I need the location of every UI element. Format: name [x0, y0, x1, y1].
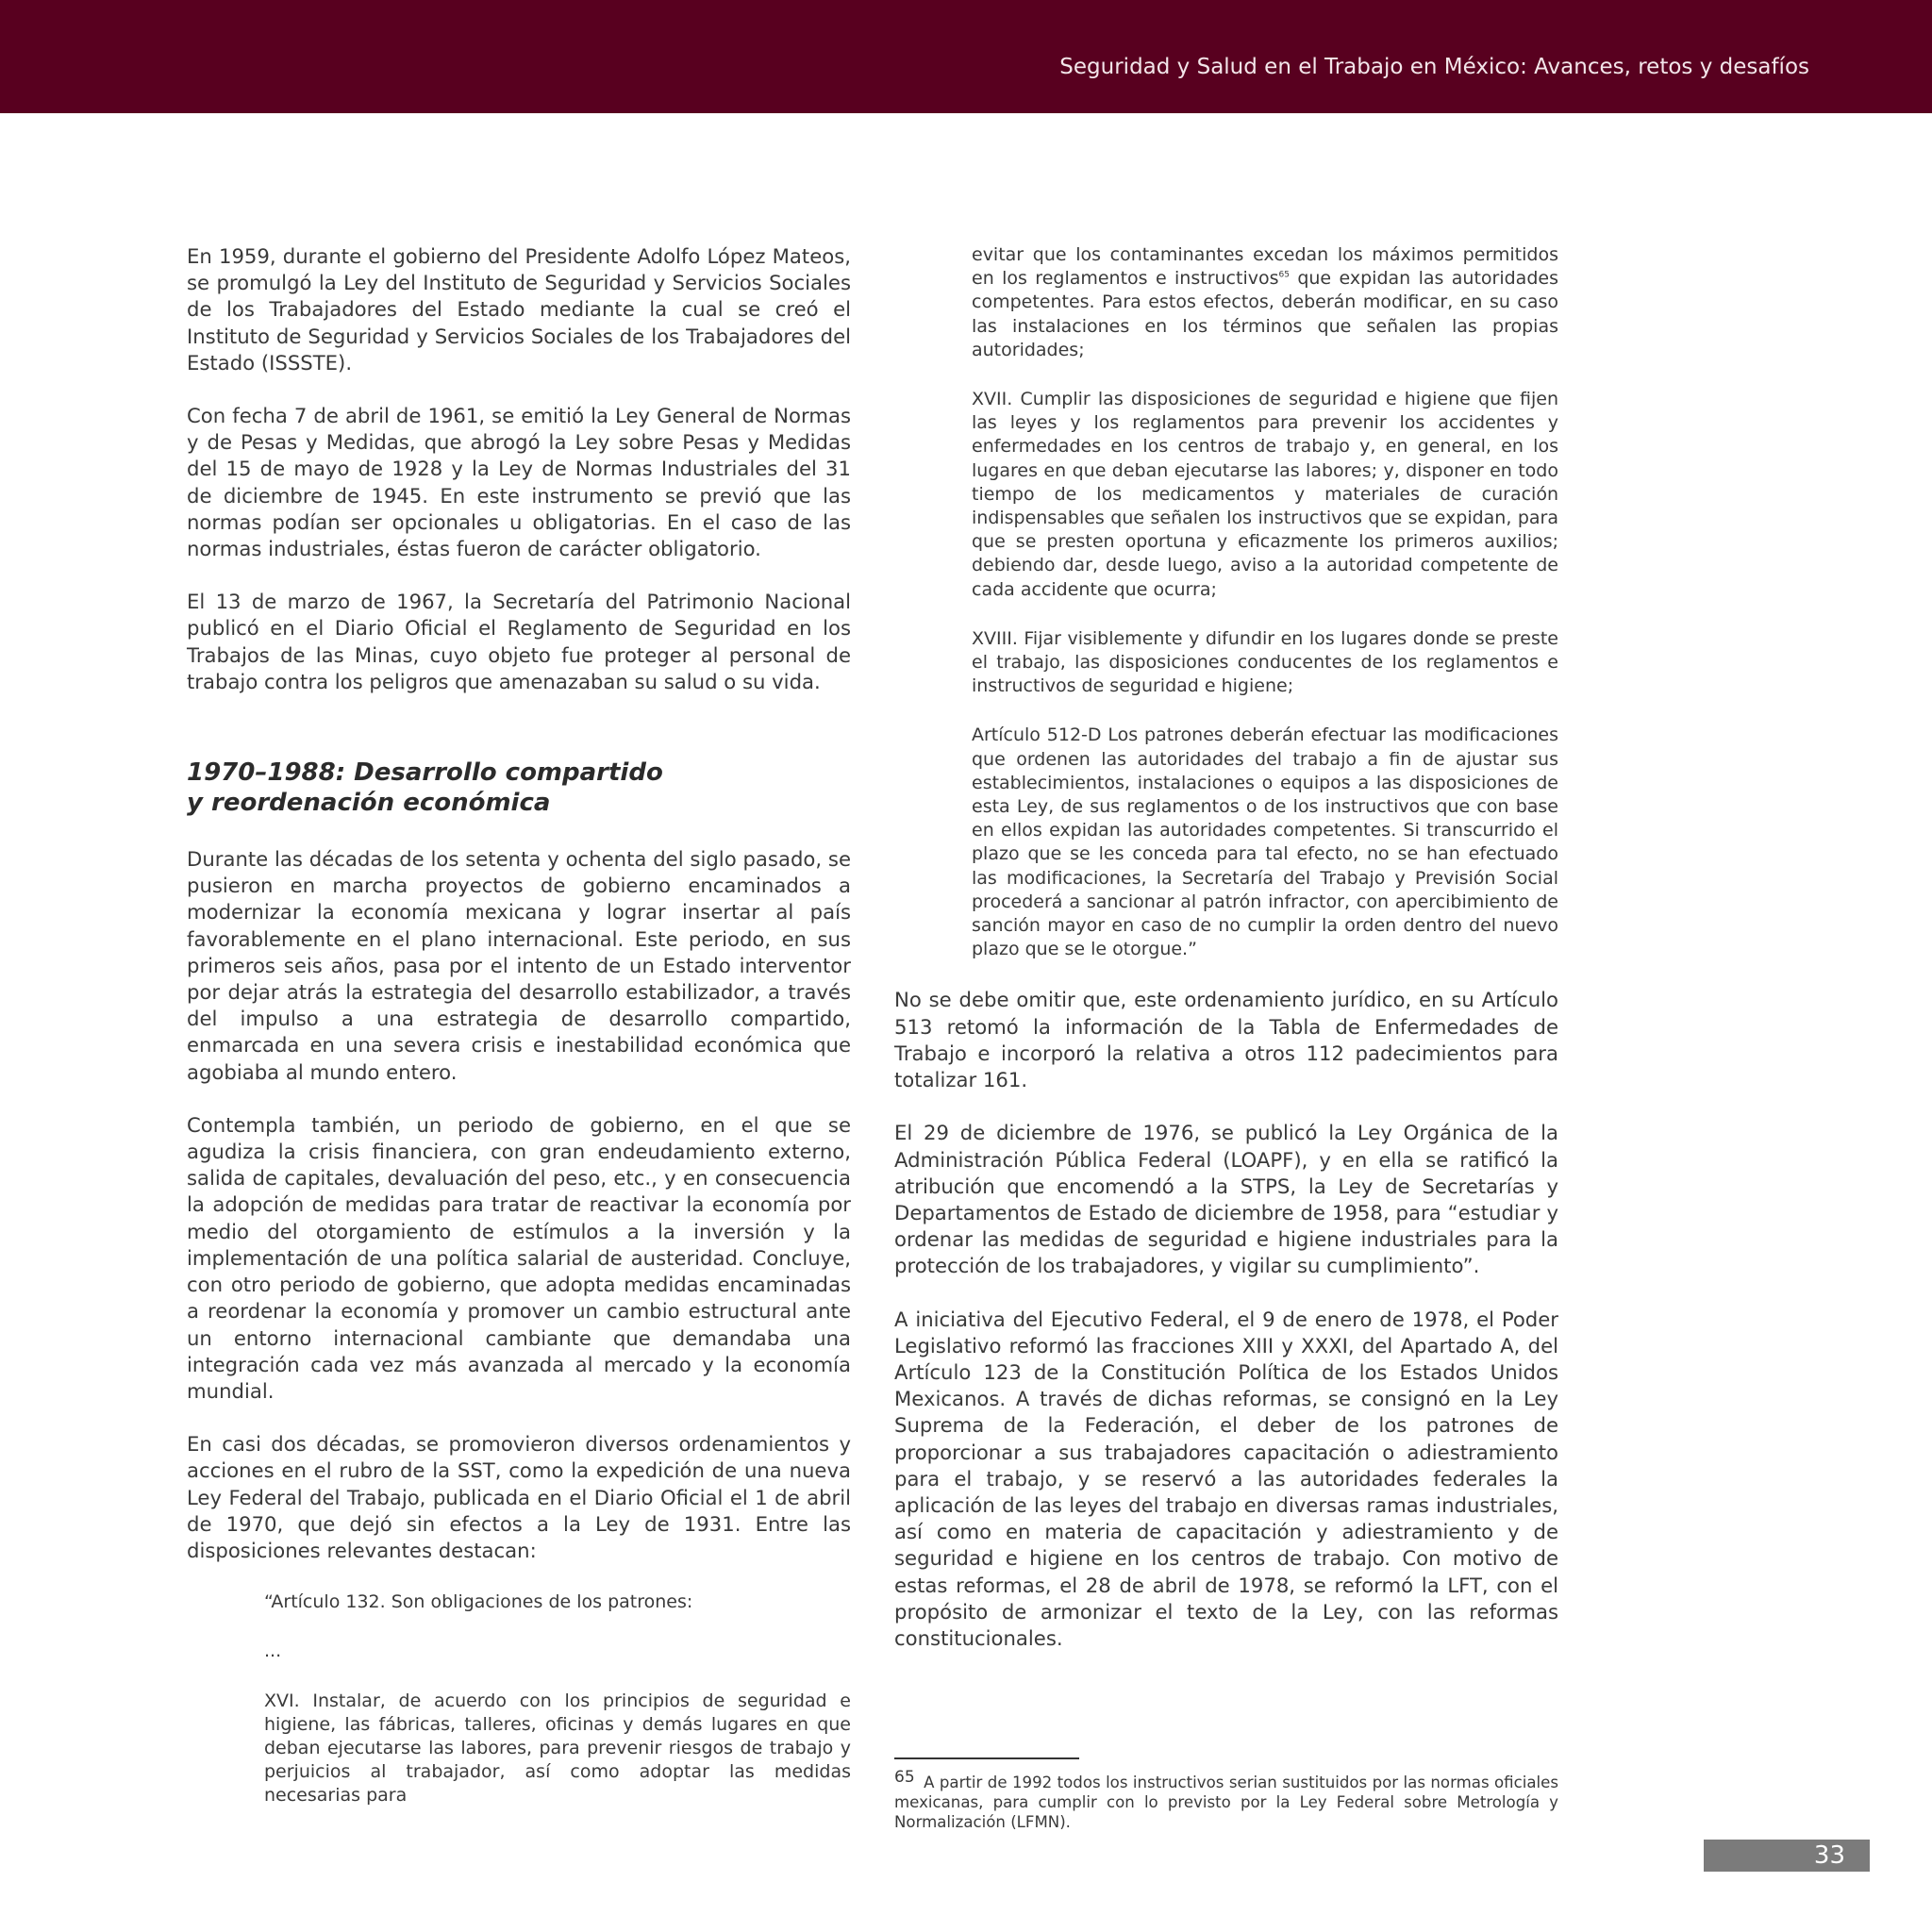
quote-text-after-ref: que expidan las autoridades competentes. Para estos efectos, deberán modificar, en su caso las instalaciones en los términos que señalen las propias autoridades;: [972, 268, 1558, 360]
footnote-number: 65: [894, 1767, 915, 1787]
paragraph-contempla: Contempla también, un periodo de gobierno, en el que se agudiza la crisis financiera, con gran endeudamiento externo, salida de capitales, devaluación del peso, etc., y en consecuencia la adopción de medidas para tratar de reactivar la economía por medio del otorgamiento de estímulos a la inversión y la implementación de una política salarial de austeridad. Concluye, con otro periodo de gobierno, que adopta medidas encaminadas a reordenar la economía y promover un cambio estructural ante un entorno internacional cambiante que demandaba una integración cada vez más avanzada al mercado y la economía mundial.: [187, 1112, 851, 1403]
header-band: [0, 0, 1932, 113]
paragraph-loapf: El 29 de diciembre de 1976, se publicó la Ley Orgánica de la Administración Pública Federal (LOAPF), y en ella se ratificó la atribución que encomendó a la STPS, la Ley de Secretarías y Departamentos de Estado de diciembre de 1958, para “estudiar y ordenar las medidas de seguridad e higiene industriales para la protección de los trabajadores, y vigilar su cumplimiento”.: [894, 1121, 1558, 1278]
quote-fraccion-xvi-cont: [972, 243, 1558, 362]
paragraph-ley-normas: Con fecha 7 de abril de 1961, se emitió la Ley General de Normas y de Pesas y Medidas, que abrogó la Ley sobre Pesas y Medidas del 15 de mayo de 1928 y la Ley de Normas Industriales del 31 de diciembre de 1945. En este instrumento se previó que las normas podían ser opcionales u obligatorias. En el caso de las normas industriales, éstas fueron de carácter obligatorio.: [187, 404, 851, 561]
quote-fraccion-xvii: XVII. Cumplir las disposiciones de seguridad e higiene que fijen las leyes y los reglamentos para prevenir los accidentes y enfermedades en los centros de trabajo y, en general, en los lugares en que deban ejecutarse las labores; y, disponer en todo tiempo de los medicamentos y materiales de curación indispensables que señalen los instructivos que se expidan, para que se presten oportuna y eficazmente los primeros auxilios; debiendo dar, desde luego, aviso a la autoridad competente de cada accidente que ocurra;: [972, 389, 1558, 600]
quote-fraccion-xviii: XVIII. Fijar visiblemente y difundir en los lugares donde se preste el trabajo, las disposiciones conducentes de los reglamentos e instructivos de seguridad e higiene;: [972, 627, 1558, 697]
running-title: Seguridad y Salud en el Trabajo en México: Avances, retos y desafíos: [1059, 55, 1809, 79]
page-number: 33: [1813, 1841, 1845, 1870]
section-heading-line2: y reordenación económica: [187, 789, 551, 818]
paragraph-reglamento-minas: El 13 de marzo de 1967, la Secretaría del Patrimonio Nacional publicó en el Diario Oficial el Reglamento de Seguridad en los Trabajos de las Minas, cuyo objeto fue proteger al personal de trabajo contra los peligros que amenazaban su salud o su vida.: [187, 590, 851, 693]
section-heading-line1: 1970–1988: Desarrollo compartido: [187, 758, 663, 788]
section-heading: [187, 758, 851, 818]
right-column: [894, 243, 1558, 1832]
quote-articulo-132: “Artículo 132. Son obligaciones de los patrones:: [264, 1591, 693, 1613]
footnote-reference[interactable]: 65: [1278, 270, 1290, 280]
footnote-text: A partir de 1992 todos los instructivos serian sustituidos por las normas oficiales mexicanas, para cumplir con lo previsto por la Ley Federal sobre Metrología y Normalización (LFMN).: [894, 1774, 1558, 1832]
footnote-divider: [894, 1757, 1079, 1759]
quote-articulo-512d: Artículo 512-D Los patrones deberán efectuar las modificaciones que ordenen las autoridades del trabajo a fin de ajustar sus establecimientos, instalaciones o equipos a las disposiciones de esta Ley, de sus reglamentos o de los instructivos que con base en ellos expidan las autoridades competentes. Si transcurrido el plazo que se les conceda para tal efecto, no se han efectuado las modificaciones, la Secretaría del Trabajo y Previsión Social procederá a sancionar al patrón infractor, con apercibimiento de sanción mayor en caso de no cumplir la orden dentro del nuevo plazo que se le otorgue.”: [972, 724, 1558, 960]
paragraph-articulo-513: No se debe omitir que, este ordenamiento jurídico, en su Artículo 513 retomó la información de la Tabla de Enfermedades de Trabajo e incorporó la relativa a otros 112 padecimientos para totalizar 161.: [894, 988, 1558, 1092]
quote-fraccion-xvi: XVI. Instalar, de acuerdo con los principios de seguridad e higiene, las fábricas, talleres, oficinas y demás lugares en que deban ejecutarse las labores, para prevenir riesgos de trabajo y perjuicios al trabajador, así como adoptar las medidas necesarias para: [264, 1690, 851, 1807]
paragraph-dos-decadas: En casi dos décadas, se promovieron diversos ordenamientos y acciones en el rubro de la SST, como la expedición de una nueva Ley Federal del Trabajo, publicada en el Diario Oficial el 1 de abril de 1970, que dejó sin efectos a la Ley de 1931. Entre las disposiciones relevantes destacan:: [187, 1432, 851, 1562]
paragraph-decadas: Durante las décadas de los setenta y ochenta del siglo pasado, se pusieron en marcha proyectos de gobierno encaminados a modernizar la economía mexicana y lograr insertar al país favorablemente en el plano internacional. Este periodo, en sus primeros seis años, pasa por el intento de un Estado interventor por dejar atrás la estrategia del desarrollo estabilizador, a través del impulso a una estrategia de desarrollo compartido, enmarcada en una severa crisis e inestabilidad económica que agobiaba al mundo entero.: [187, 847, 851, 1084]
footnote-65: [894, 1767, 1558, 1832]
quote-text-before-ref: evitar que los contaminantes excedan los máximos permitidos en los reglamentos e instructivos: [972, 244, 1558, 290]
paragraph-issste: En 1959, durante el gobierno del Presidente Adolfo López Mateos, se promulgó la Ley del Instituto de Seguridad y Servicios Sociales de los Trabajadores del Estado mediante la cual se creó el Instituto de Seguridad y Servicios Sociales de los Trabajadores del Estado (ISSSTE).: [187, 244, 851, 375]
left-column: [187, 243, 851, 1834]
quote-ellipsis: ...: [264, 1641, 282, 1662]
paragraph-reforma-1978: A iniciativa del Ejecutivo Federal, el 9 de enero de 1978, el Poder Legislativo reformó las fracciones XIII y XXXI, del Apartado A, del Artículo 123 de la Constitución Política de los Estados Unidos Mexicanos. A través de dichas reformas, se consignó en la Ley Suprema de la Federación, el deber de los patrones de proporcionar a sus trabajadores capacitación o adiestramiento para el trabajo, y se reservó a las autoridades federales la aplicación de las leyes del trabajo en diversas ramas industriales, así como en materia de capacitación y adiestramiento y de seguridad e higiene en los centros de trabajo. Con motivo de estas reformas, el 28 de abril de 1978, se reformó la LFT, con el propósito de armonizar el texto de la Ley, con las reformas constitucionales.: [894, 1307, 1558, 1650]
page-number-box: [1704, 1840, 1870, 1872]
